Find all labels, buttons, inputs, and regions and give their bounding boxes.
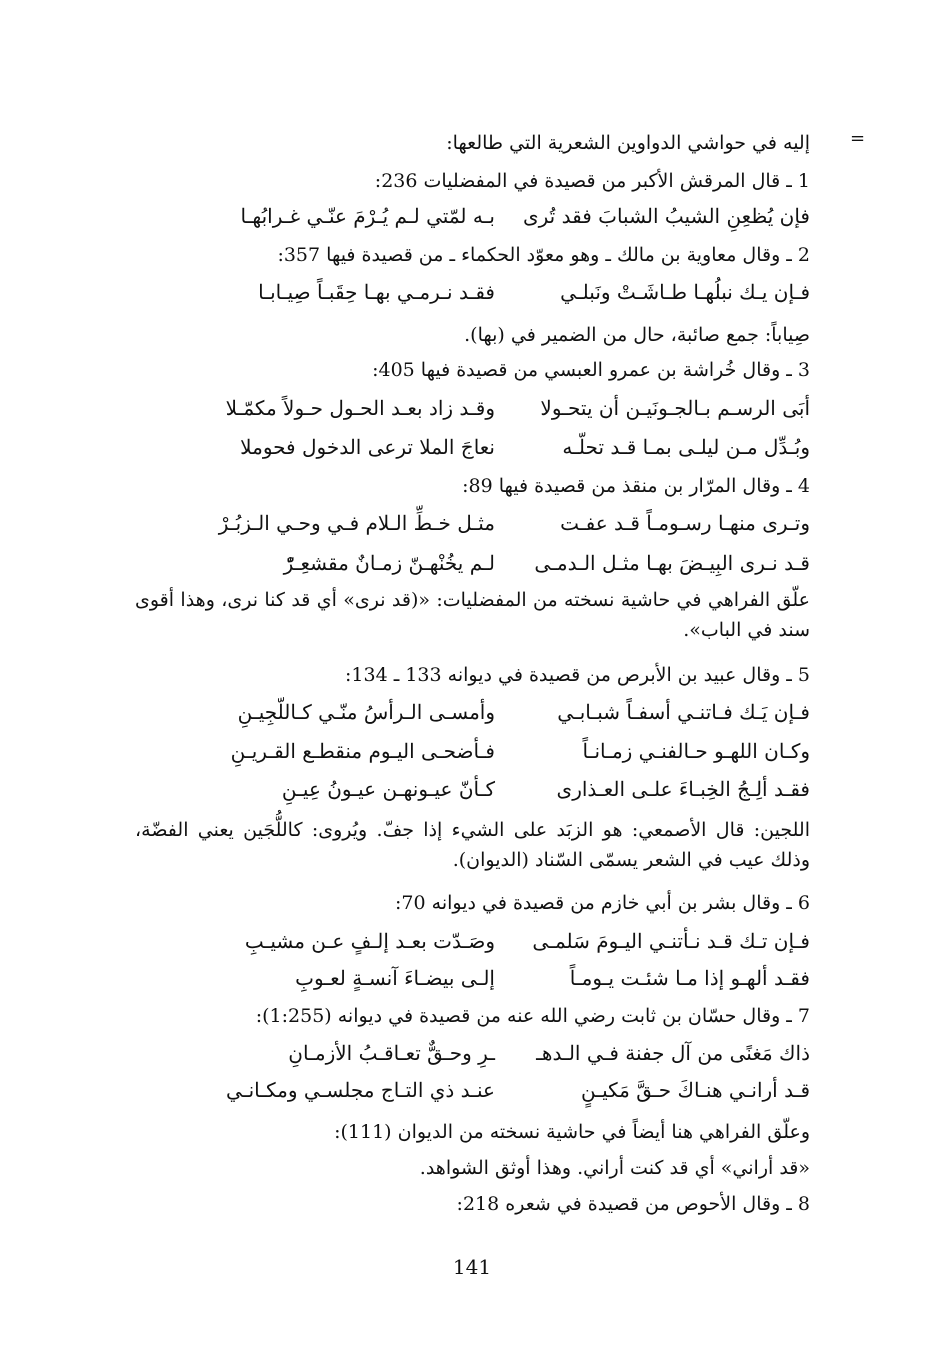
verse-first-hemistich: فـإن تـك قـد نـأتنـي اليـومَ سَلمـى [532,929,810,953]
verse-second-hemistich: ـرِ وحـقٌّ تعـاقـبُ الأزمـانِ [288,1041,495,1065]
verse-first-hemistich: وكـان اللهـو حـالفنـي زمـانـاً [582,739,810,763]
verse-second-hemistich: فقـد نـرمـي بهـا حِقَبـاً صِيـابـا [258,280,495,304]
verse-second-hemistich: وأمسـى الـرأسُ منّـي كـاللّجِيـنِ [237,700,495,724]
commentary-note: علّق الفراهي في حاشية نسخته من المفضليات: «(قد نرى» أي قد كنا نرى، وهذا أقوى سند في الباب». [135,589,810,641]
commentary-note: اللجين: قال الأصمعي: هو الزبَد على الشيء إذا جفّ. ويُروى: كاللُّجَين يعني الفضّة، وذلك عيب في الشعر يسمّى السّناد (الديوان). [135,819,810,871]
section-heading: 5 ـ وقال عبيد بن الأبرص من قصيدة في ديوانه 133 ـ 134: [345,664,810,686]
section-heading: 8 ـ وقال الأحوص من قصيدة في شعره 218: [456,1193,810,1215]
verse-first-hemistich: فقـد ألهـو إذا مـا شئـت يـومـاً [569,966,810,990]
verse-first-hemistich: وتـرى منهـا رسـومـاً قـد عفـت [560,511,810,535]
verse-first-hemistich: قـد أرانـي هنـاكَ حـقَّ مَكيـنٍ [580,1078,810,1102]
verse-second-hemistich: وصَـدّت بعـد إلـفٍ عـن مشيـبِ [244,929,495,953]
verse-first-hemistich: فـإن يَـك فـاتنـي أسفـاً شبـابـي [557,700,810,724]
gloss-note: صِياباً: جمع صائبة، حال من الضمير في (بها). [464,324,810,346]
verse-first-hemistich: ذاك مَغنًى من آل جفنة فـي الـدهـ [536,1041,810,1065]
verse-second-hemistich: بـه لمّتي لـم يُـرْمَ عنّـي غـرابُهـا [240,204,495,228]
verse-second-hemistich: كـأنّ عيـونهـن عيـونُ عِيـنِ [281,777,495,801]
verse-second-hemistich: وقـد زاد بعـد الحـول حـولاً مكمّـلا [225,396,495,420]
section-heading: 3 ـ وقال خُراشة بن عمرو العبسي من قصيدة فيها 405: [372,359,810,381]
page-number: 141 [452,1255,492,1279]
section-heading: 1 ـ قال المرقش الأكبر من قصيدة في المفضليات 236: [374,170,810,192]
verse-second-hemistich: نعاجَ الملا ترعى الدخول فحوملا [240,435,495,459]
verse-second-hemistich: لـم يخُنْهـنّ زمـانٌ مقشعِـرّْ [283,551,495,575]
verse-first-hemistich: فـإن يـك نبلُهـا طـاشَـتْ ونَبلـي [560,280,810,304]
section-heading: 4 ـ وقال المرّار بن منقذ من قصيدة فيها 89: [462,475,810,497]
section-heading: 7 ـ وقال حسّان بن ثابت رضي الله عنه من قصيدة في ديوانه (1:255): [255,1005,810,1027]
commentary-note: وعلّق الفراهي هنا أيضاً في حاشية نسخته من الديوان (111): [334,1121,810,1143]
commentary-note: «قد أراني» أي قد كنت أراني. وهذا أوثق الشواهد. [419,1157,810,1179]
verse-first-hemistich: وبُـدِّل مـن ليلـى بمـا قـد تحلّـه [562,435,810,459]
verse-second-hemistich: إلـى بيضـاءَ آنسـةٍ لعـوبِ [295,966,495,990]
verse-second-hemistich: مثـل خـطِّ الـلام فـي وحـي الـزبُـرْ [218,511,495,535]
intro-line: إليه في حواشي الدواوين الشعرية التي طالعها: [446,132,810,154]
section-heading: 6 ـ وقال بشر بن أبي خازم من قصيدة في ديوانه 70: [395,892,810,914]
verse-first-hemistich: فقـد ألِـجُ الخِبـاءَ علـى العـذارى [556,777,810,801]
section-heading: 2 ـ وقال معاوية بن مالك ـ وهو معوّد الحكماء ـ من قصيدة فيها 357: [277,244,810,266]
verse-first-hemistich: قـد نـرى البِيـضَ بهـا مثـل الـدمـى [534,551,810,575]
verse-second-hemistich: عنـد ذي التـاج مجلسـي ومكـانـي [226,1078,495,1102]
verse-first-hemistich: فإن يُظعِنِ الشيبُ الشبابَ فقد تُرى [522,204,810,228]
verse-second-hemistich: فـأضحـى اليـوم منقطـع القـريـنِ [230,739,495,763]
verse-first-hemistich: أبَى الرسـم بـالجـونَيـن أن يتحـولا [540,396,810,420]
continuation-marker: = [850,128,866,149]
